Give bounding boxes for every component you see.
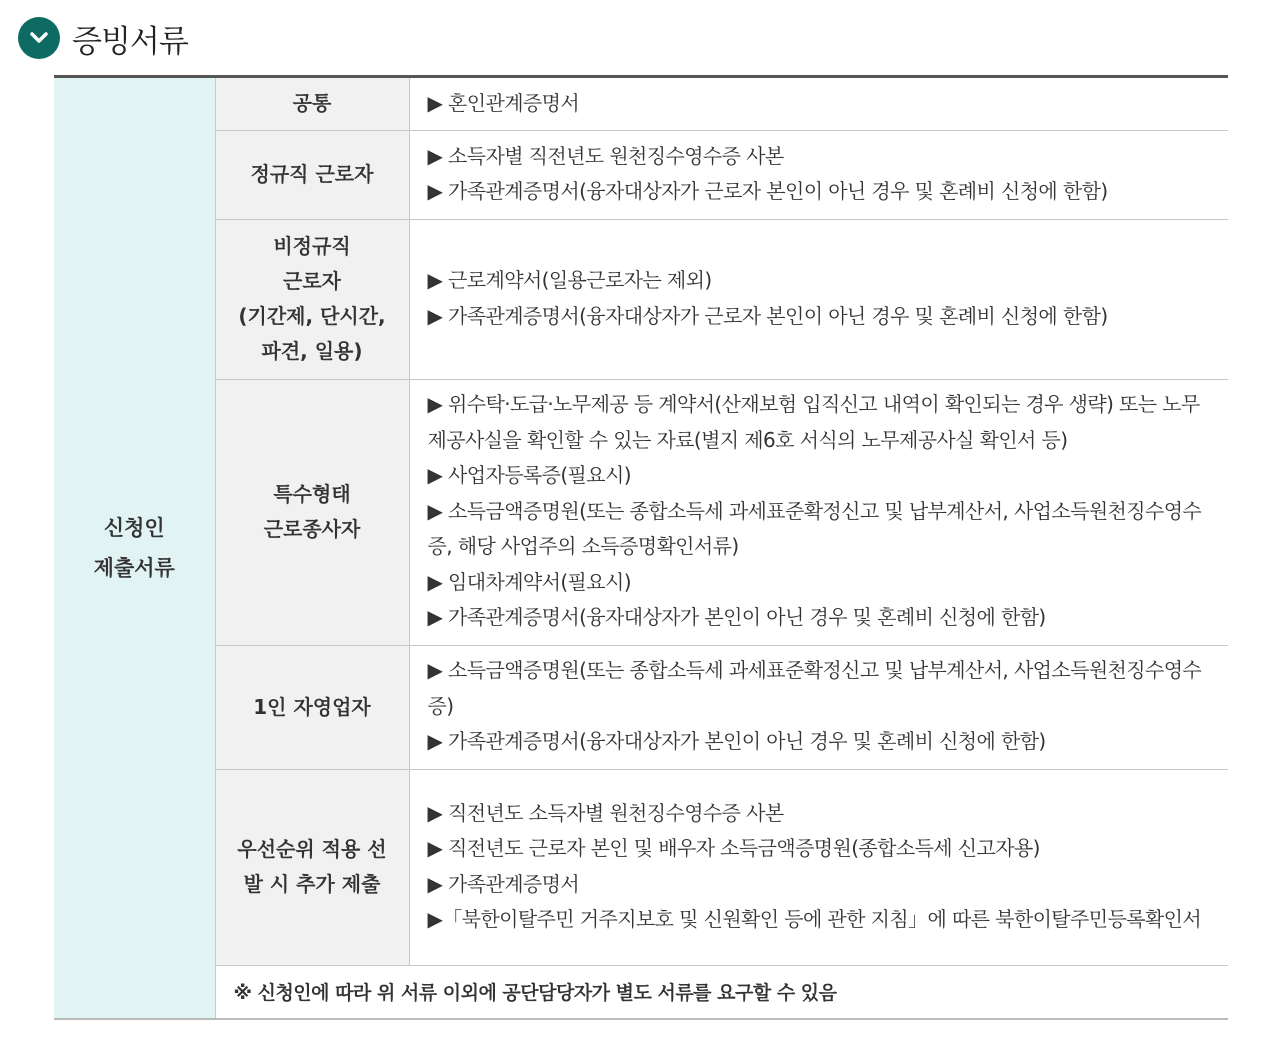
document-item: ▶ 소득금액증명원(또는 종합소득세 과세표준확정신고 및 납부계산서, 사업소득원천징수영수증) bbox=[427, 658, 1202, 718]
documents-table bbox=[54, 78, 1228, 1020]
category-line: 발 시 추가 제출 bbox=[243, 872, 381, 896]
note-row bbox=[54, 965, 1228, 1019]
note-text: ※ 신청인에 따라 위 서류 이외에 공단담당자가 별도 서류를 요구할 수 있음 bbox=[215, 965, 1228, 1019]
category-cell bbox=[215, 219, 409, 379]
documents-cell bbox=[409, 130, 1228, 219]
category-cell bbox=[215, 130, 409, 219]
category-line: 공통 bbox=[292, 91, 332, 116]
group-label-line: 제출서류 bbox=[93, 555, 175, 580]
document-item: ▶ 사업자등록증(필요시) bbox=[427, 463, 631, 488]
section-header bbox=[18, 16, 188, 60]
document-item: ▶ 가족관계증명서 bbox=[427, 871, 580, 896]
category-line: 파견, 일용) bbox=[261, 339, 363, 363]
documents-cell bbox=[409, 219, 1228, 379]
document-item: ▶ 위수탁·도급·노무제공 등 계약서(산재보험 입직신고 내역이 확인되는 경우 생략) 또는 노무제공사실을 확인할 수 있는 자료(별지 제6호 서식의 노무제공사실 확인서 등) bbox=[427, 392, 1200, 452]
table-row bbox=[54, 645, 1228, 769]
document-item: ▶ 가족관계증명서(융자대상자가 본인이 아닌 경우 및 혼례비 신청에 한함) bbox=[427, 729, 1046, 754]
table-row bbox=[54, 130, 1228, 219]
table-row bbox=[54, 219, 1228, 379]
table-row bbox=[54, 78, 1228, 130]
category-cell bbox=[215, 379, 409, 645]
document-item: ▶ 가족관계증명서(융자대상자가 근로자 본인이 아닌 경우 및 혼례비 신청에 한함) bbox=[427, 303, 1108, 328]
document-item: ▶ 소득자별 직전년도 원천징수영수증 사본 bbox=[427, 143, 784, 168]
category-line: 특수형태 bbox=[273, 482, 351, 506]
document-item: ▶ 혼인관계증명서 bbox=[427, 90, 580, 115]
category-line: (기간제, 단시간, bbox=[238, 304, 386, 328]
document-item: ▶ 소득금액증명원(또는 종합소득세 과세표준확정신고 및 납부계산서, 사업소득원천징수영수증, 해당 사업주의 소득증명확인서류) bbox=[427, 498, 1202, 559]
category-cell bbox=[215, 645, 409, 769]
documents-cell bbox=[409, 645, 1228, 769]
category-line: 우선순위 적용 선 bbox=[237, 837, 387, 861]
category-line: 근로자 bbox=[283, 269, 341, 293]
table-row bbox=[54, 379, 1228, 645]
document-item: ▶「북한이탈주민 거주지보호 및 신원확인 등에 관한 지침」에 따른 북한이탈주민등록확인서 bbox=[427, 907, 1202, 931]
category-line: 근로종사자 bbox=[263, 517, 361, 541]
document-item: ▶ 직전년도 소득자별 원천징수영수증 사본 bbox=[427, 800, 784, 825]
category-cell bbox=[215, 78, 409, 130]
document-item: ▶ 근로계약서(일용근로자는 제외) bbox=[427, 268, 712, 292]
document-item: ▶ 임대차계약서(필요시) bbox=[427, 569, 631, 594]
table-row bbox=[54, 769, 1228, 965]
group-label-line: 신청인 bbox=[103, 515, 165, 540]
documents-cell bbox=[409, 78, 1228, 130]
document-item: ▶ 가족관계증명서(융자대상자가 근로자 본인이 아닌 경우 및 혼례비 신청에 한함) bbox=[427, 179, 1108, 203]
chevron-down-icon[interactable] bbox=[18, 17, 60, 59]
section-title: 증빙서류 bbox=[72, 23, 188, 60]
category-line: 정규직 근로자 bbox=[250, 162, 374, 186]
document-item: ▶ 직전년도 근로자 본인 및 배우자 소득금액증명원(종합소득세 신고자용) bbox=[427, 836, 1040, 860]
category-line: 1인 자영업자 bbox=[253, 694, 371, 719]
document-item: ▶ 가족관계증명서(융자대상자가 본인이 아닌 경우 및 혼례비 신청에 한함) bbox=[427, 605, 1046, 630]
documents-cell bbox=[409, 379, 1228, 645]
documents-cell bbox=[409, 769, 1228, 965]
category-cell bbox=[215, 769, 409, 965]
group-label bbox=[54, 78, 215, 1019]
category-line: 비정규직 bbox=[273, 234, 351, 258]
